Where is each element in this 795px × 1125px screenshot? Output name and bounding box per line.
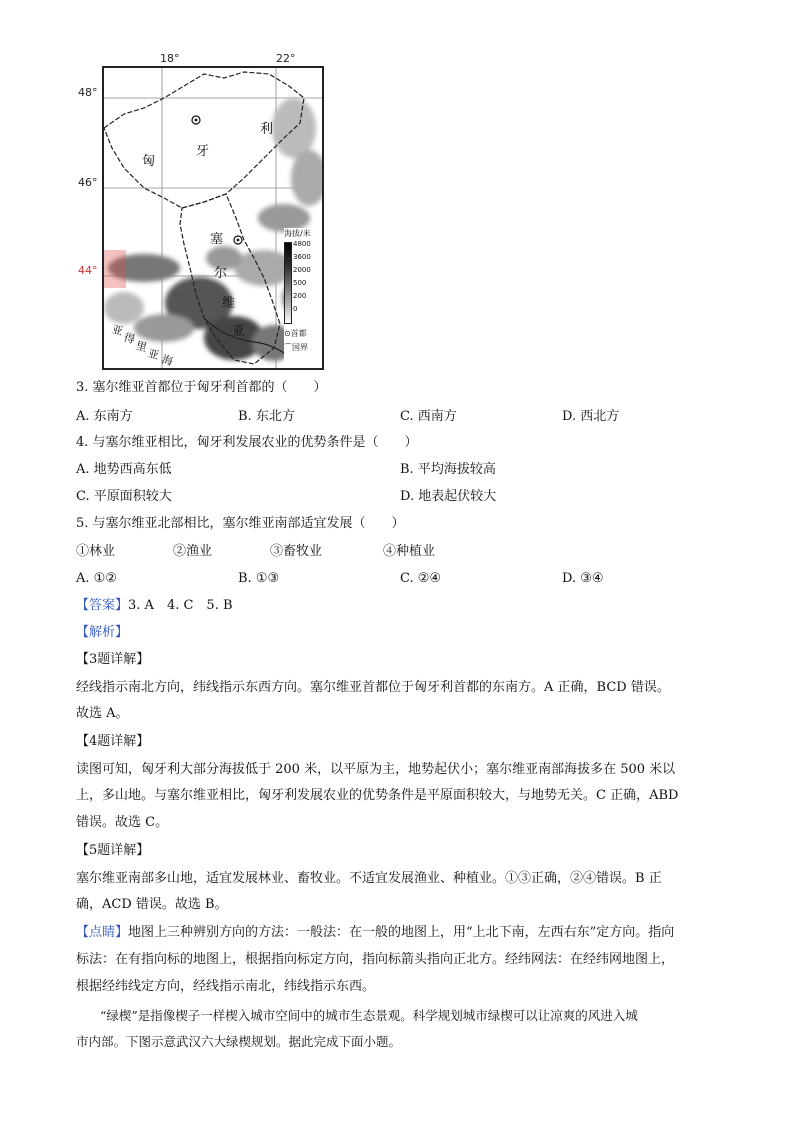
elevation-legend (284, 228, 322, 368)
next-line-2: 市内部。下图示意武汉六大绿楔规划。据此完成下面小题。 (76, 1034, 402, 1049)
legend-capital: ⊙首都 (284, 329, 307, 338)
q3-option-c: C. 西南方 (400, 409, 457, 424)
legend-values (293, 238, 311, 316)
q4-stem: 4. 与塞尔维亚相比，匈牙利发展农业的优势条件是（ ） (76, 435, 418, 450)
tip-label: 【点睛】 (76, 925, 129, 940)
d5-line-1: 塞尔维亚南部多山地，适宜发展林业、畜牧业。不适宜发展渔业、种植业。①③正确，②④错误。B 正 (76, 871, 662, 886)
q5-option-c: C. ②④ (400, 571, 442, 586)
legend-value: 0 (293, 305, 298, 313)
answer-label: 【答案】 (76, 598, 129, 613)
d4-line-2: 上，多山地。与塞尔维亚相比，匈牙利发展农业的优势条件是平原面积较大，与地势无关。C 正确，ABD (76, 788, 679, 803)
d4-line-1: 读图可知，匈牙利大部分海拔低于 200 米，以平原为主，地势起伏小；塞尔维亚南部海拔多在 500 米以 (76, 762, 676, 777)
q4-option-c: C. 平原面积较大 (76, 489, 172, 504)
lat-label-46: 46° (78, 176, 98, 189)
capital-icon: ⊙ (284, 329, 291, 338)
d3-title: 【3题详解】 (76, 652, 150, 667)
legend-value: 200 (293, 292, 307, 300)
q3-option-b: B. 东北方 (238, 409, 295, 424)
serbia-capital-dot (237, 239, 240, 242)
legend-border: ⌒国界 (284, 343, 308, 352)
map-frame (102, 66, 324, 370)
topographic-map (76, 50, 376, 380)
q5-item-1: ①林业 (76, 544, 116, 559)
q5-option-a: A. ①② (76, 571, 117, 586)
q5-option-b: B. ①③ (238, 571, 280, 586)
d4-title: 【4题详解】 (76, 734, 150, 749)
legend-value: 3600 (293, 253, 311, 261)
lat-label-48: 48° (78, 86, 98, 99)
sea-char-4: 亚 (146, 346, 161, 363)
legend-title: 海拔/米 (284, 229, 311, 238)
q5-stem: 5. 与塞尔维亚北部相比，塞尔维亚南部适宜发展（ ） (76, 516, 405, 531)
sea-char-3: 里 (134, 338, 149, 355)
lat-label-44: 44° (78, 264, 98, 277)
sea-char-2: 得 (122, 330, 137, 347)
tip-line-3: 根据经纬线定方向，经线指示南北，纬线指示东西。 (76, 979, 376, 994)
q5-option-d: D. ③④ (562, 571, 604, 586)
tip-text-1: 地图上三种辨别方向的方法：一般法：在一般的地图上，用“上北下南，左西右东”定方向。指向 (128, 925, 675, 940)
d3-line-2: 故选 A。 (76, 706, 129, 721)
q5-item-2: ②渔业 (173, 544, 213, 559)
legend-value: 2000 (293, 266, 311, 274)
hungary-char-3: 利 (260, 122, 274, 137)
legend-value: 500 (293, 279, 307, 287)
d5-line-2: 确，ACD 错误。故选 B。 (76, 897, 228, 912)
serbia-char-2: 尔 (214, 266, 228, 281)
tip-line-1 (76, 925, 674, 941)
legend-color-bar (284, 242, 292, 324)
hungary-capital-dot (195, 119, 198, 122)
serbia-char-3: 维 (222, 296, 236, 311)
hungary-char-2: 牙 (196, 144, 210, 159)
sea-char-1: 亚 (110, 322, 125, 339)
red-mark (104, 250, 126, 288)
q4-option-b: B. 平均海拔较高 (400, 462, 496, 477)
analysis-label: 【解析】 (76, 625, 129, 640)
tip-line-2: 标法：在有指向标的地图上，根据指向标定方向，指向标箭头指向正北方。经纬网法：在经纬网地图上， (76, 952, 675, 967)
next-line-1: “绿楔”是指像楔子一样楔入城市空间中的城市生态景观。科学规划城市绿楔可以让凉爽的风进入城 (100, 1008, 638, 1023)
answer-line (76, 598, 233, 614)
lon-label-18: 18° (160, 52, 180, 65)
q4-option-d: D. 地表起伏较大 (400, 489, 497, 504)
border-line-icon: ⌒ (284, 343, 292, 352)
q5-item-3: ③畜牧业 (270, 544, 323, 559)
q5-item-4: ④种植业 (383, 544, 436, 559)
serbia-char-4: 亚 (232, 324, 246, 339)
q3-stem: 3. 塞尔维亚首都位于匈牙利首都的（ ） (76, 380, 327, 395)
answer-text: 3. A 4. C 5. B (128, 598, 233, 613)
lon-label-22: 22° (276, 52, 296, 65)
d4-line-3: 错误。故选 C。 (76, 815, 169, 830)
hungary-char-1: 匈 (142, 154, 156, 169)
q4-option-a: A. 地势西高东低 (76, 462, 172, 477)
sea-char-5: 海 (160, 352, 175, 369)
serbia-char-1: 塞 (210, 232, 224, 247)
d3-line-1: 经线指示南北方向，纬线指示东西方向。塞尔维亚首都位于匈牙利首都的东南方。A 正确，BCD 错误。 (76, 680, 670, 695)
legend-value: 4800 (293, 240, 311, 248)
q3-option-d: D. 西北方 (562, 409, 620, 424)
q3-option-a: A. 东南方 (76, 409, 133, 424)
d5-title: 【5题详解】 (76, 843, 150, 858)
